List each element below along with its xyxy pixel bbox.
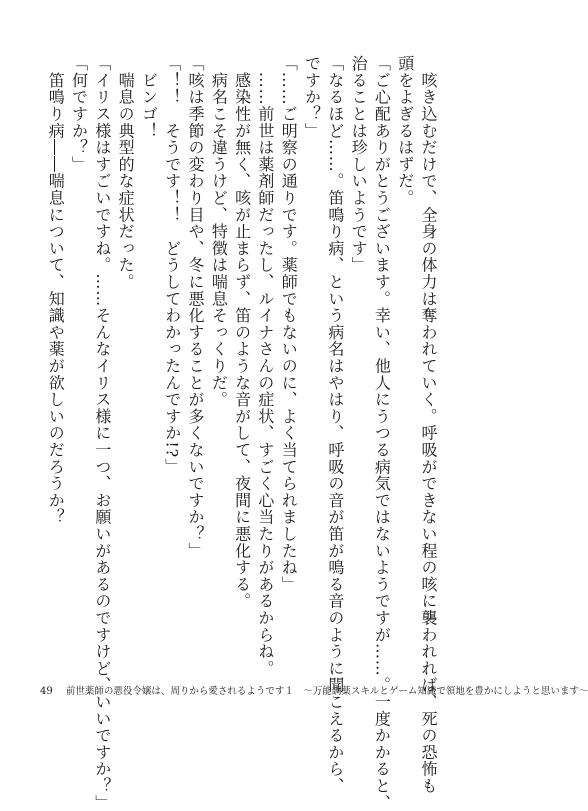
text-line: ですか？」 [302, 55, 322, 139]
text-line: 咳き込むだけで、全身の体力は奪われていく。呼吸ができない程の咳に襲われれば、死の恐怖も [419, 55, 438, 795]
text-line: ビンゴ！ [139, 55, 159, 139]
text-line: 「ご心配ありがとうございます。幸い、他人にうつる病気ではないようですが……。一度かかると、 [372, 55, 392, 811]
text-line: 頭をよぎるはずだ。 [395, 55, 415, 207]
text-line: 喘息の典型的な症状だった。 [116, 55, 136, 291]
page-number: 49 [40, 686, 53, 697]
book-title: 前世薬師の悪役令嬢は、周りから愛されるようです１ ～万能調薬スキルとゲーム知識で領地を豊かにしようと思います～ [65, 686, 588, 697]
text-line: 「咳は季節の変わり目や、冬に悪化することが多くないですか？」 [186, 55, 206, 559]
text-line: 病名こそ違うけど、特徴は喘息そっくりだ。 [209, 55, 229, 408]
text-line: 「何ですか？」 [69, 55, 89, 173]
text-line: 感染性が無く、咳が止まらず、笛のような音がして、夜間に悪化する。 [232, 55, 252, 610]
text-line: 「！！ そうです！！ どうしてわかったんですか!?」 [162, 55, 182, 475]
text-line: 「……ご明察の通りです。薬師でもないのに、よく当てられましたね」 [279, 55, 299, 593]
text-line: 治ることは珍しいようです」 [349, 55, 369, 274]
text-line: 笛鳴り病――喘息について、知識や薬が欲しいのだろうか？ [46, 55, 66, 526]
text-line: 「なるほど……。笛鳴り病、という病名はやはり、呼吸の音が笛が鳴る音のように聞こえるから、 [325, 55, 345, 795]
page-footer [40, 683, 588, 697]
text-line: 「イリス様はすごいですね。……そんなイリス様に一つ、お願いがあるのですけど、いいですか？」 [92, 55, 112, 811]
text-line: ……前世は薬剤師だったし、ルイナさんの症状、すごく心当たりがあるからね。 [255, 55, 275, 677]
